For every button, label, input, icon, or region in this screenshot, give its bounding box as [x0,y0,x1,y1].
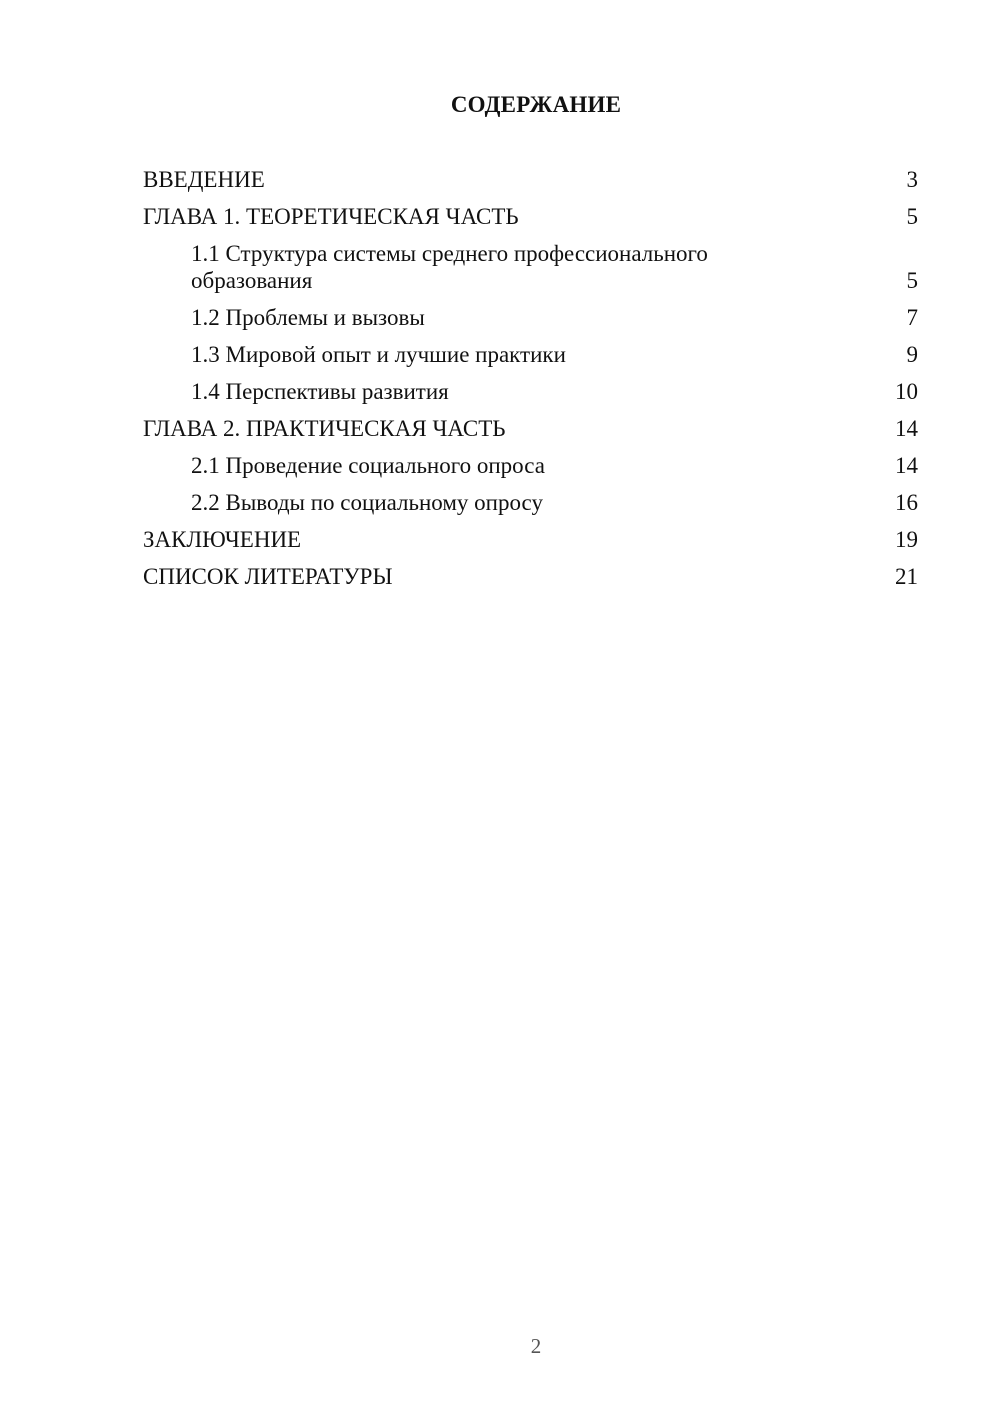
toc-entry-section-2-2[interactable] [143,489,918,516]
toc-entry-page: 7 [906,305,918,330]
toc-entry-page: 5 [906,268,918,293]
toc-entry-page: 5 [906,204,918,229]
toc-entry-section-2-1[interactable] [143,452,918,479]
page-title: СОДЕРЖАНИЕ [450,92,622,117]
toc-entry-label: ГЛАВА 1. ТЕОРЕТИЧЕСКАЯ ЧАСТЬ [143,204,519,229]
toc-entry-label [191,240,708,294]
page-number: 2 [530,1334,542,1358]
toc-entry-chapter-1[interactable] [143,203,918,230]
toc-entry-label: 1.3 Мировой опыт и лучшие практики [191,342,566,367]
toc-entry-page: 16 [895,490,918,515]
toc-entry-introduction[interactable] [143,166,918,193]
toc-entry-label: СПИСОК ЛИТЕРАТУРЫ [143,564,393,589]
toc-entry-section-1-4[interactable] [143,378,918,405]
toc-entry-label: 2.1 Проведение социального опроса [191,453,545,478]
toc-entry-references[interactable] [143,563,918,590]
toc-entry-section-1-2[interactable] [143,304,918,331]
toc-entry-label-line-2: образования [191,268,313,293]
toc-entry-page: 14 [895,453,918,478]
toc-entry-conclusion[interactable] [143,526,918,553]
toc-entry-label: ГЛАВА 2. ПРАКТИЧЕСКАЯ ЧАСТЬ [143,416,506,441]
toc-entry-label-line-1: 1.1 Структура системы среднего профессионального [191,241,708,266]
toc-entry-page: 10 [895,379,918,404]
toc-entry-section-1-1[interactable] [143,240,918,294]
table-of-contents [143,166,918,600]
toc-entry-label: 2.2 Выводы по социальному опросу [191,490,543,515]
toc-entry-page: 3 [906,167,918,192]
toc-entry-page: 14 [895,416,918,441]
toc-entry-page: 19 [895,527,918,552]
toc-entry-label: 1.4 Перспективы развития [191,379,449,404]
toc-entry-label: ВВЕДЕНИЕ [143,167,265,192]
toc-entry-label: 1.2 Проблемы и вызовы [191,305,425,330]
toc-entry-page: 21 [895,564,918,589]
toc-entry-section-1-3[interactable] [143,341,918,368]
toc-entry-chapter-2[interactable] [143,415,918,442]
toc-entry-page: 9 [906,342,918,367]
toc-entry-label: ЗАКЛЮЧЕНИЕ [143,527,302,552]
